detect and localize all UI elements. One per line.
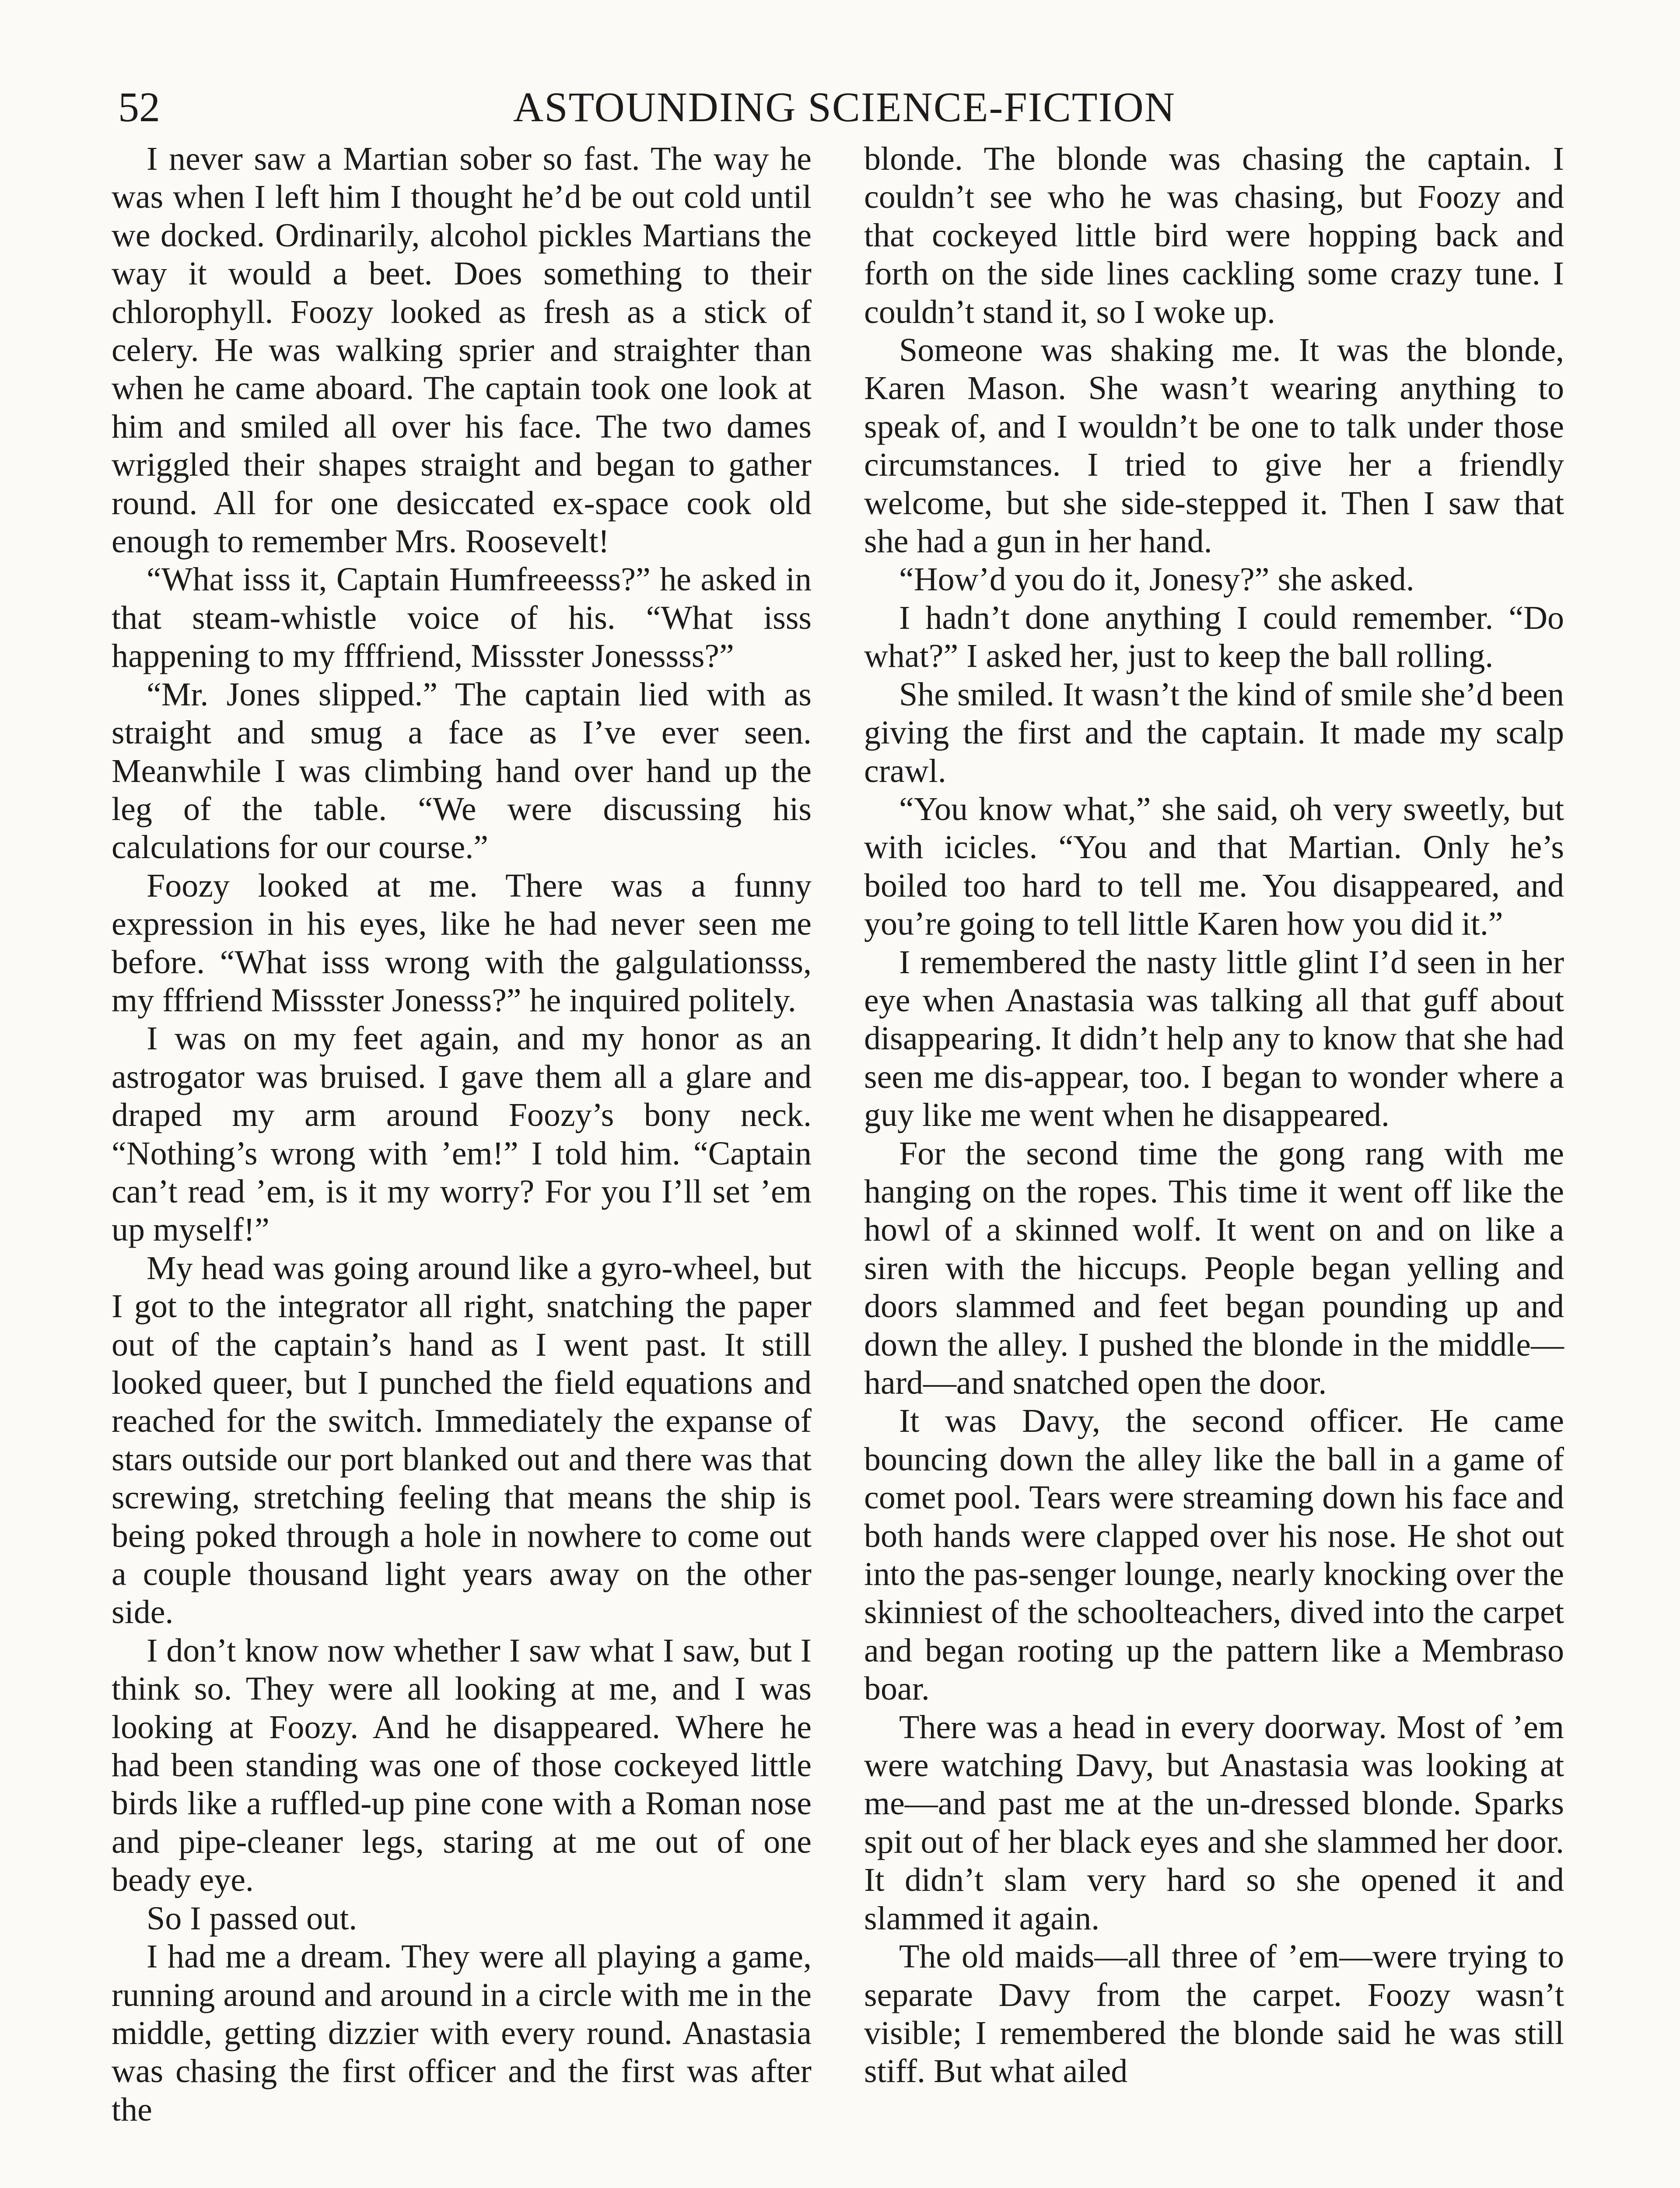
page-header <box>118 74 1571 140</box>
paragraph: So I passed out. <box>147 1900 357 1937</box>
paragraph: I never saw a Martian sober so fast. The way he was when I left him I thought he’d be out cold until we docked. Ordinarily, alcohol pickles Martians the way it would a beet. Does something to their chlorophyll. Foozy looked as fresh as a stick of celery. He was walking sprier and straighter than when he came aboard. The captain took one look at him and smiled all over his face. The two dames wriggled their shapes straight and began to gather round. All for one desiccated ex-space cook old enough to remember Mrs. Roosevelt! <box>112 140 812 560</box>
paragraph: I was on my feet again, and my honor as an astrogator was bruised. I gave them all a glare and draped my arm around Foozy’s bony neck. “Nothing’s wrong with ’em!” I told him. “Captain can’t read ’em, is it my worry? For you I’ll set ’em up myself!” <box>112 1020 812 1248</box>
paragraph: There was a head in every doorway. Most of ’em were watching Davy, but Anastasia was looking at me—and past me at the un-dressed blonde. Sparks spit out of her black eyes and she slammed her door. It didn’t slam very hard so she opened it and slammed it again. <box>864 1708 1564 1937</box>
paragraph: “You know what,” she said, oh very sweetly, but with icicles. “You and that Martian. Only he’s boiled too hard to tell me. You disappeared, and you’re going to tell little Karen how you did it.” <box>864 790 1564 943</box>
paragraph: My head was going around like a gyro-wheel, but I got to the integrator all right, snatching the paper out of the captain’s hand as I went past. It still looked queer, but I punched the field equations and reached for the switch. Immediately the expanse of stars outside our port blanked out and there was that screwing, stretching feeling that means the ship is being poked through a hole in nowhere to come out a couple thousand light years away on the other side. <box>112 1249 812 1631</box>
paragraph: For the second time the gong rang with me hanging on the ropes. This time it went off like the howl of a skinned wolf. It went on and on like a siren with the hiccups. People began yelling and doors slammed and feet began pounding up and down the alley. I pushed the blonde in the middle—hard—and snatched open the door. <box>864 1135 1564 1401</box>
paragraph: I don’t know now whether I saw what I saw, but I think so. They were all looking at me, and I was looking at Foozy. And he disappeared. Where he had been standing was one of those cockeyed little birds like a ruffled-up pine cone with a Roman nose and pipe-cleaner legs, staring at me out of one beady eye. <box>112 1632 812 1899</box>
left-column <box>112 140 812 2129</box>
running-title: ASTOUNDING SCIENCE-FICTION <box>513 84 1176 130</box>
paragraph: I hadn’t done anything I could remember. “Do what?” I asked her, just to keep the ball rolling. <box>864 599 1564 675</box>
paragraph: I remembered the nasty little glint I’d seen in her eye when Anastasia was talking all that guff about disappearing. It didn’t help any to know that she had seen me dis-appear, too. I began to wonder where a guy like me went when he disappeared. <box>864 943 1564 1134</box>
paragraph: Foozy looked at me. There was a funny expression in his eyes, like he had never seen me before. “What isss wrong with the galgulationsss, my fffriend Missster Jonesss?” he inquired politely. <box>112 867 812 1019</box>
continued-paragraph: blonde. The blonde was chasing the captain. I couldn’t see who he was chasing, but Foozy and that cockeyed little bird were hopping back and forth on the side lines cackling some crazy tune. I couldn’t stand it, so I woke up. <box>864 140 1564 330</box>
paragraph: “Mr. Jones slipped.” The captain lied with as straight and smug a face as I’ve ever seen. Meanwhile I was climbing hand over hand up the leg of the table. “We were discussing his calculations for our course.” <box>112 676 812 866</box>
paragraph: I had me a dream. They were all playing a game, running around and around in a circle with me in the middle, getting dizzier with every round. Anastasia was chasing the first officer and the first was after the <box>112 1938 812 2128</box>
right-column <box>864 140 1564 2091</box>
paragraph: Someone was shaking me. It was the blonde, Karen Mason. She wasn’t wearing anything to speak of, and I wouldn’t be one to talk under those circumstances. I tried to give her a friendly welcome, but she side-stepped it. Then I saw that she had a gun in her hand. <box>864 332 1564 560</box>
paragraph: The old maids—all three of ’em—were trying to separate Davy from the carpet. Foozy wasn’t visible; I remembered the blonde said he was still stiff. But what ailed <box>864 1938 1564 2090</box>
paragraph: She smiled. It wasn’t the kind of smile she’d been giving the first and the captain. It made my scalp crawl. <box>864 676 1564 789</box>
page-number: 52 <box>118 84 160 130</box>
paragraph: It was Davy, the second officer. He came bouncing down the alley like the ball in a game of comet pool. Tears were streaming down his face and both hands were clapped over his nose. He shot out into the pas-senger lounge, nearly knocking over the skinniest of the schoolteachers, dived into the carpet and began rooting up the pattern like a Membraso boar. <box>864 1403 1564 1708</box>
paragraph: “What isss it, Captain Humfreeesss?” he asked in that steam-whistle voice of his. “What isss happening to my ffffriend, Missster Jonessss?” <box>112 561 812 675</box>
paragraph: “How’d you do it, Jonesy?” she asked. <box>899 561 1414 598</box>
